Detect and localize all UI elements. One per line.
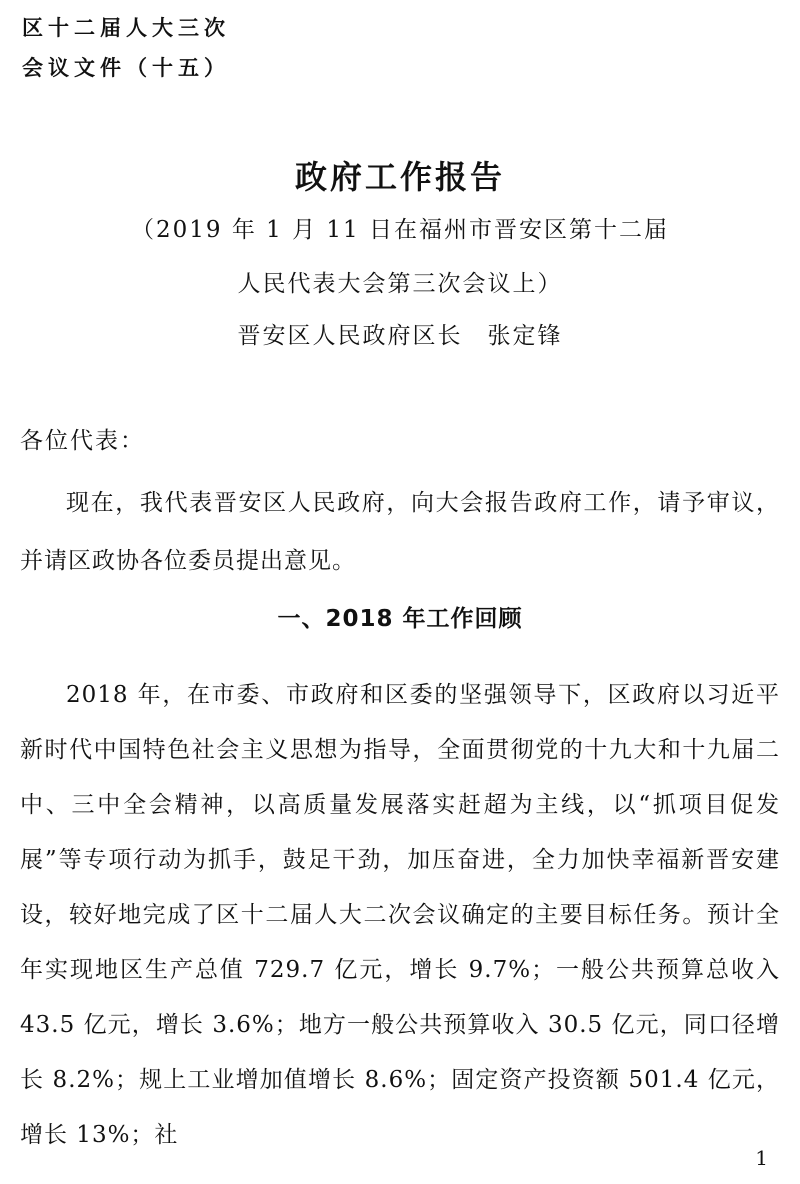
document-series-label-line1: 区十二届人大三次 <box>22 16 230 40</box>
page-number: 1 <box>755 1146 768 1170</box>
report-title: 政府工作报告 <box>294 158 505 196</box>
intro-paragraph: 现在，我代表晋安区人民政府，向大会报告政府工作，请予审议，并请区政协各位委员提出意见。 <box>20 490 780 574</box>
section-heading: 一、2018 年工作回顾 <box>277 606 523 632</box>
report-subtitle-meeting: 人民代表大会第三次会议上） <box>237 271 563 297</box>
report-subtitle-date: （2019 年 1 月 11 日在福州市晋安区第十二届 <box>131 217 669 243</box>
section-paragraph: 2018 年，在市委、市政府和区委的坚强领导下，区政府以习近平新时代中国特色社会主义思想为指导，全面贯彻党的十九大和十九届二中、三中全会精神，以高质量发展落实赶超为主线，以“抓项目促发展”等专项行动为抓手，鼓足干劲，加压奋进，全力加快幸福新晋安建设，较好地完成了区十二届人大二次会议确定的主要目标任务。预计全年实现地区生产总值 729.7 亿元，增长 9.7%；一般公共预算总收入 43.5 亿元，增长 3.6%；地方一般公共预算收入 30.5 亿元，同口径增长 8.2%；规上工业增加值增长 8.6%；固定资产投资额 501.4 亿元，增长 13%；社 <box>20 682 780 1148</box>
report-speaker: 晋安区人民政府区长 张定锋 <box>237 323 563 349</box>
document-series-label-line2: 会议文件（十五） <box>22 56 230 80</box>
salutation: 各位代表： <box>20 428 145 454</box>
